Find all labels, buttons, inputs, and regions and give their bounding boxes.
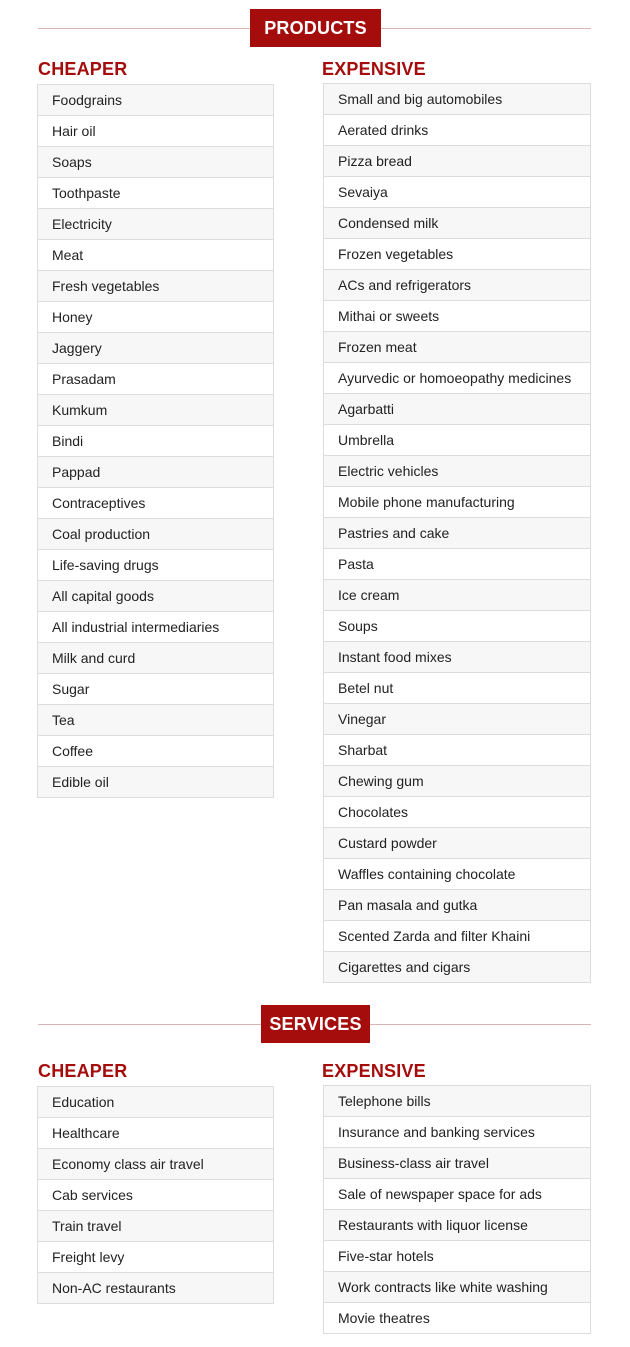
- products-cheaper-item: Honey: [38, 302, 273, 333]
- services-cheaper-item: Cab services: [38, 1180, 273, 1211]
- products-cheaper-item: Tea: [38, 705, 273, 736]
- products-expensive-item: Small and big automobiles: [324, 84, 590, 115]
- products-cheaper-item: Meat: [38, 240, 273, 271]
- products-cheaper-item: Kumkum: [38, 395, 273, 426]
- products-cheaper-item: Foodgrains: [38, 85, 273, 116]
- services-cheaper-item: Freight levy: [38, 1242, 273, 1273]
- products-title: PRODUCTS: [250, 9, 381, 47]
- products-cheaper-heading: CHEAPER: [38, 59, 128, 79]
- products-expensive-item: Chocolates: [324, 797, 590, 828]
- products-expensive-item: Custard powder: [324, 828, 590, 859]
- products-cheaper-item: Fresh vegetables: [38, 271, 273, 302]
- products-expensive-item: Pastries and cake: [324, 518, 590, 549]
- services-cheaper-item: Train travel: [38, 1211, 273, 1242]
- products-cheaper-item: Hair oil: [38, 116, 273, 147]
- products-cheaper-item: All capital goods: [38, 581, 273, 612]
- products-expensive-item: Cigarettes and cigars: [324, 952, 590, 983]
- products-expensive-item: Condensed milk: [324, 208, 590, 239]
- services-expensive-item: Work contracts like white washing: [324, 1272, 590, 1303]
- products-cheaper-item: Coal production: [38, 519, 273, 550]
- products-cheaper-item: Toothpaste: [38, 178, 273, 209]
- products-cheaper-item: Coffee: [38, 736, 273, 767]
- services-expensive-item: Restaurants with liquor license: [324, 1210, 590, 1241]
- products-expensive-item: Ayurvedic or homoeopathy medicines: [324, 363, 590, 394]
- products-cheaper-item: Sugar: [38, 674, 273, 705]
- products-expensive-item: Vinegar: [324, 704, 590, 735]
- services-cheaper-item: Non-AC restaurants: [38, 1273, 273, 1304]
- products-expensive-item: Soups: [324, 611, 590, 642]
- products-expensive-item: Aerated drinks: [324, 115, 590, 146]
- products-expensive-item: Sevaiya: [324, 177, 590, 208]
- products-cheaper-item: Soaps: [38, 147, 273, 178]
- services-cheaper-item: Healthcare: [38, 1118, 273, 1149]
- services-cheaper-item: Economy class air travel: [38, 1149, 273, 1180]
- products-expensive-item: Frozen meat: [324, 332, 590, 363]
- products-cheaper-item: Pappad: [38, 457, 273, 488]
- products-expensive-item: Pizza bread: [324, 146, 590, 177]
- products-cheaper-item: All industrial intermediaries: [38, 612, 273, 643]
- services-expensive-item: Sale of newspaper space for ads: [324, 1179, 590, 1210]
- products-expensive-heading: EXPENSIVE: [322, 59, 426, 79]
- products-cheaper-list: [37, 84, 274, 798]
- products-expensive-item: Frozen vegetables: [324, 239, 590, 270]
- products-cheaper-item: Contraceptives: [38, 488, 273, 519]
- products-expensive-item: ACs and refrigerators: [324, 270, 590, 301]
- products-expensive-item: Umbrella: [324, 425, 590, 456]
- products-section-header: [38, 9, 591, 47]
- products-cheaper-item: Edible oil: [38, 767, 273, 798]
- services-section-header: [38, 1005, 591, 1043]
- products-expensive-list: [323, 83, 591, 983]
- services-expensive-item: Business-class air travel: [324, 1148, 590, 1179]
- services-title: SERVICES: [261, 1005, 370, 1043]
- services-cheaper-heading: CHEAPER: [38, 1061, 128, 1081]
- products-expensive-item: Ice cream: [324, 580, 590, 611]
- products-cheaper-item: Prasadam: [38, 364, 273, 395]
- products-expensive-item: Betel nut: [324, 673, 590, 704]
- products-expensive-item: Chewing gum: [324, 766, 590, 797]
- products-expensive-item: Agarbatti: [324, 394, 590, 425]
- services-expensive-item: Telephone bills: [324, 1086, 590, 1117]
- products-expensive-item: Pan masala and gutka: [324, 890, 590, 921]
- products-cheaper-item: Life-saving drugs: [38, 550, 273, 581]
- products-expensive-item: Mithai or sweets: [324, 301, 590, 332]
- products-expensive-item: Sharbat: [324, 735, 590, 766]
- products-cheaper-item: Bindi: [38, 426, 273, 457]
- products-expensive-item: Mobile phone manufacturing: [324, 487, 590, 518]
- services-expensive-heading: EXPENSIVE: [322, 1061, 426, 1081]
- services-expensive-item: Insurance and banking services: [324, 1117, 590, 1148]
- services-cheaper-item: Education: [38, 1087, 273, 1118]
- services-cheaper-list: [37, 1086, 274, 1304]
- products-expensive-item: Pasta: [324, 549, 590, 580]
- products-cheaper-item: Jaggery: [38, 333, 273, 364]
- services-expensive-item: Movie theatres: [324, 1303, 590, 1334]
- products-cheaper-item: Milk and curd: [38, 643, 273, 674]
- services-expensive-item: Five-star hotels: [324, 1241, 590, 1272]
- products-cheaper-item: Electricity: [38, 209, 273, 240]
- products-expensive-item: Waffles containing chocolate: [324, 859, 590, 890]
- products-expensive-item: Instant food mixes: [324, 642, 590, 673]
- services-expensive-list: [323, 1085, 591, 1334]
- products-expensive-item: Scented Zarda and filter Khaini: [324, 921, 590, 952]
- products-expensive-item: Electric vehicles: [324, 456, 590, 487]
